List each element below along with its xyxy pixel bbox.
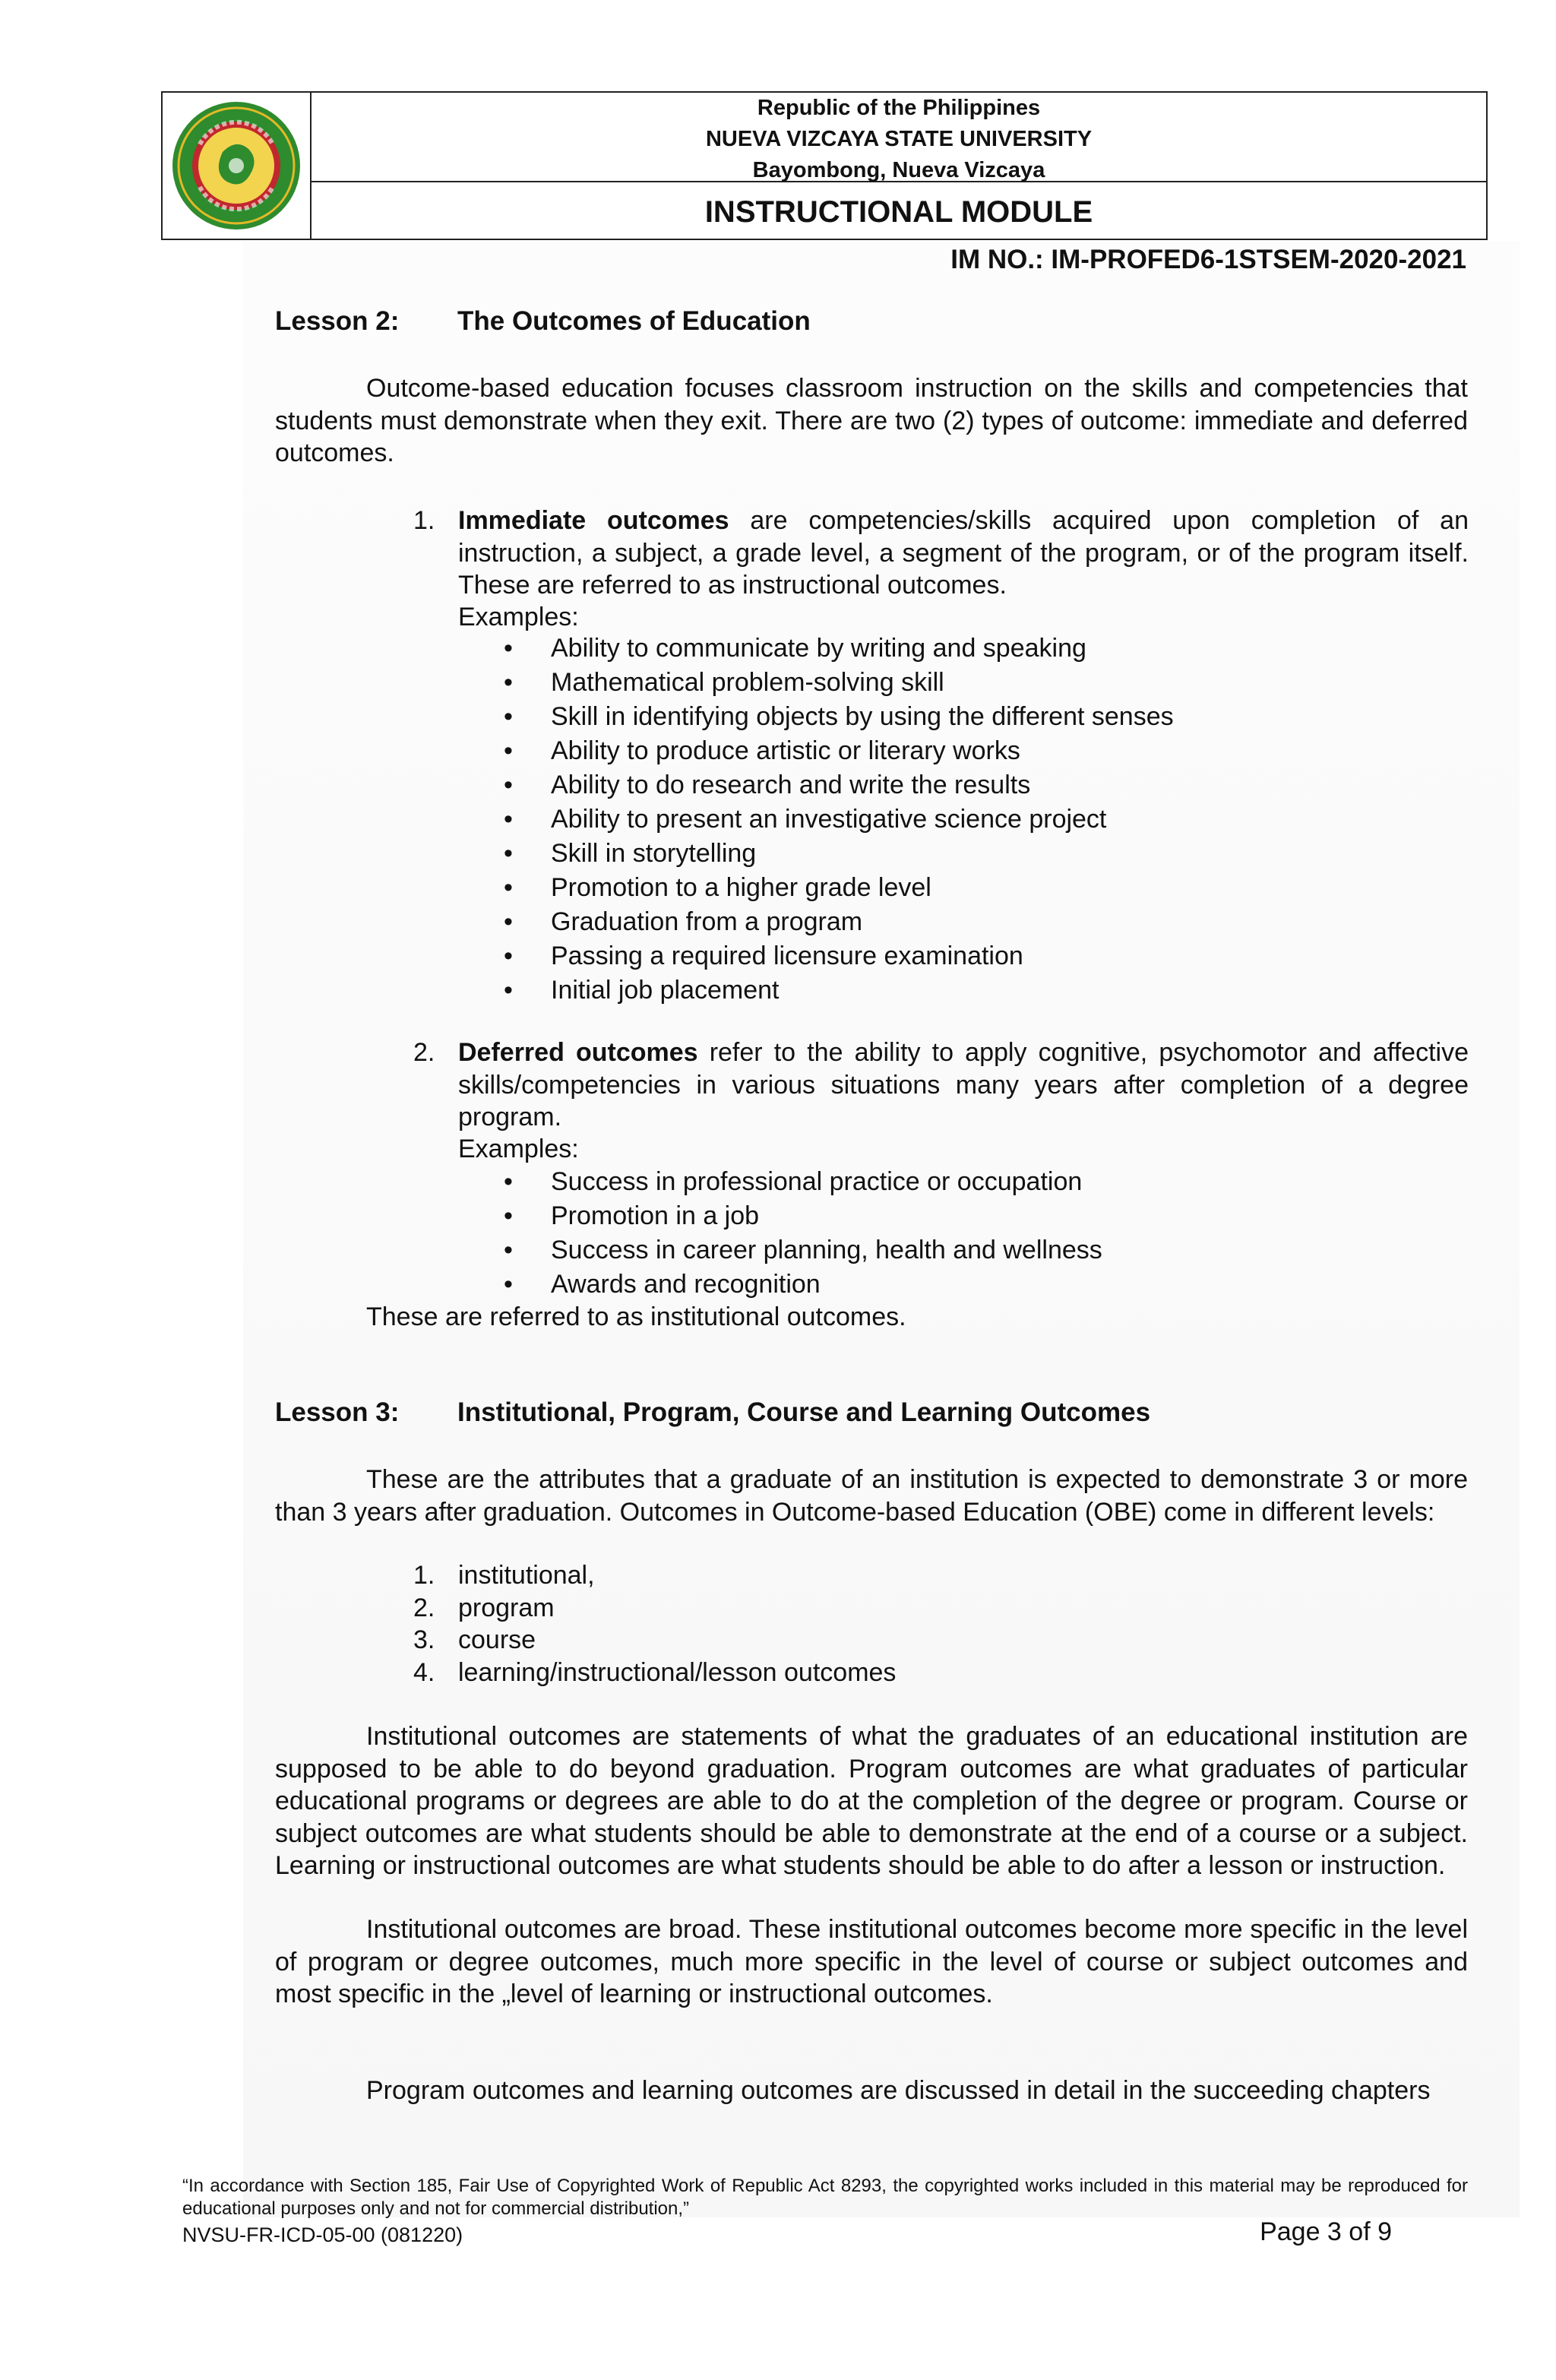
list-item: • Success in professional practice or occupation: [504, 1166, 1415, 1200]
item-2-examples-label: Examples:: [458, 1135, 579, 1163]
lesson-3-heading: [275, 1397, 1150, 1429]
deferred-examples-list: [504, 1166, 1415, 1302]
header-country: Republic of the Philippines: [757, 96, 1041, 120]
list-item: 2. program: [413, 1593, 555, 1622]
list-item: • Awards and recognition: [504, 1268, 1415, 1302]
list-item: • Skill in identifying objects by using the different senses: [504, 701, 1415, 735]
bullet-icon: •: [504, 942, 513, 970]
lesson-2-heading: [275, 305, 811, 338]
outcome-levels-list: [413, 1559, 1021, 1688]
bullet-icon: •: [504, 1270, 513, 1299]
list-item: 4. learning/instructional/lesson outcomes: [413, 1657, 897, 1687]
lesson-3-paragraph-3: Program outcomes and learning outcomes are discussed in detail in the succeeding chapters: [366, 2076, 1431, 2105]
bullet-icon: •: [504, 702, 513, 731]
item-1-text: [458, 505, 1469, 602]
list-item: • Mathematical problem-solving skill: [504, 666, 1415, 701]
lesson-2-intro: Outcome-based education focuses classroom instruction on the skills and competencies that students must demonstrate when they exit. There are two (2) types of outcome: immediate and deferred outcomes.: [275, 374, 1468, 467]
bullet-icon: •: [504, 1201, 513, 1230]
item-2-text: [458, 1037, 1469, 1134]
bullet-icon: •: [504, 634, 513, 663]
lesson-2-title: The Outcomes of Education: [457, 306, 811, 336]
bullet-icon: •: [504, 668, 513, 697]
list-item: • Ability to produce artistic or literary works: [504, 735, 1415, 769]
form-code: NVSU-FR-ICD-05-00 (081220): [182, 2223, 463, 2246]
item-1-definition: are competencies/skills acquired upon completion of an instruction, a subject, a grade level, a segment of the program, or of the program itself. These are referred to as instructional outcomes.: [458, 506, 1469, 600]
bullet-icon: •: [504, 736, 513, 765]
bullet-icon: •: [504, 839, 513, 868]
list-item: • Ability to communicate by writing and speaking: [504, 632, 1415, 666]
item-1-term: Immediate outcomes: [458, 506, 729, 535]
header-institution: [312, 93, 1486, 182]
item-2-number: 2.: [413, 1038, 435, 1067]
copyright-note: “In accordance with Section 185, Fair Use of Copyrighted Work of Republic Act 8293, the copyrighted works included in this material may be reproduced for educational purposes only and not for commercial distribution,”: [182, 2176, 1468, 2219]
university-seal-icon: [169, 99, 303, 233]
bullet-icon: •: [504, 873, 513, 902]
list-item: • Success in career planning, health and wellness: [504, 1234, 1415, 1268]
list-item: • Promotion to a higher grade level: [504, 872, 1415, 906]
list-item: • Promotion in a job: [504, 1200, 1415, 1234]
bullet-icon: •: [504, 1167, 513, 1196]
list-item: • Ability to present an investigative science project: [504, 803, 1415, 837]
lesson-3-title: Institutional, Program, Course and Learning Outcomes: [457, 1397, 1151, 1427]
header-location: Bayombong, Nueva Vizcaya: [752, 158, 1045, 182]
lesson-2-closing: These are referred to as institutional outcomes.: [366, 1302, 906, 1331]
list-item: • Ability to do research and write the results: [504, 769, 1415, 803]
list-item: • Initial job placement: [504, 974, 1415, 1008]
module-header: [161, 91, 1488, 240]
lesson-3-paragraph-1: Institutional outcomes are statements of what the graduates of an educational institution are supposed to be able to do beyond graduation. Program outcomes are what graduates of particular educational programs or degrees are able to do at the completion of the degree or program. Course or subject outcomes are what students should be able to demonstrate at the end of a course or a subject. Learning or instructional outcomes are what students should be able to do after a lesson or instruction.: [275, 1722, 1468, 1880]
logo-cell: [163, 93, 312, 239]
immediate-examples-list: [504, 632, 1415, 1008]
lesson-3-number: Lesson 3:: [275, 1397, 400, 1427]
item-1-examples-label: Examples:: [458, 603, 579, 631]
list-item: 3. course: [413, 1625, 536, 1654]
item-2-term: Deferred outcomes: [458, 1038, 698, 1067]
header-university: NUEVA VIZCAYA STATE UNIVERSITY: [705, 127, 1093, 151]
bullet-icon: •: [504, 907, 513, 936]
lesson-2-number: Lesson 2:: [275, 306, 400, 336]
header-module-title: INSTRUCTIONAL MODULE: [704, 195, 1093, 229]
lesson-3-paragraph-2: Institutional outcomes are broad. These institutional outcomes become more specific in the level of program or degree outcomes, much more specific in the level of course or subject outcomes and most specific in the „level of learning or instructional outcomes.: [275, 1915, 1468, 2008]
list-item: 1. institutional,: [413, 1561, 595, 1590]
item-1-number: 1.: [413, 506, 435, 535]
list-item: • Passing a required licensure examination: [504, 940, 1415, 974]
list-item: • Graduation from a program: [504, 906, 1415, 940]
bullet-icon: •: [504, 1236, 513, 1264]
bullet-icon: •: [504, 771, 513, 799]
bullet-icon: •: [504, 805, 513, 834]
im-number: IM NO.: IM-PROFED6-1STSEM-2020-2021: [950, 245, 1466, 274]
lesson-3-intro: These are the attributes that a graduate of an institution is expected to demonstrate 3 or more than 3 years after graduation. Outcomes in Outcome-based Education (OBE) come in different levels:: [275, 1465, 1468, 1527]
list-item: • Skill in storytelling: [504, 837, 1415, 872]
bullet-icon: •: [504, 976, 513, 1005]
page-number: Page 3 of 9: [1260, 2217, 1392, 2246]
item-2-definition: refer to the ability to apply cognitive, psychomotor and affective skills/competencies in various situations many years after completion of a degree program.: [458, 1038, 1469, 1131]
